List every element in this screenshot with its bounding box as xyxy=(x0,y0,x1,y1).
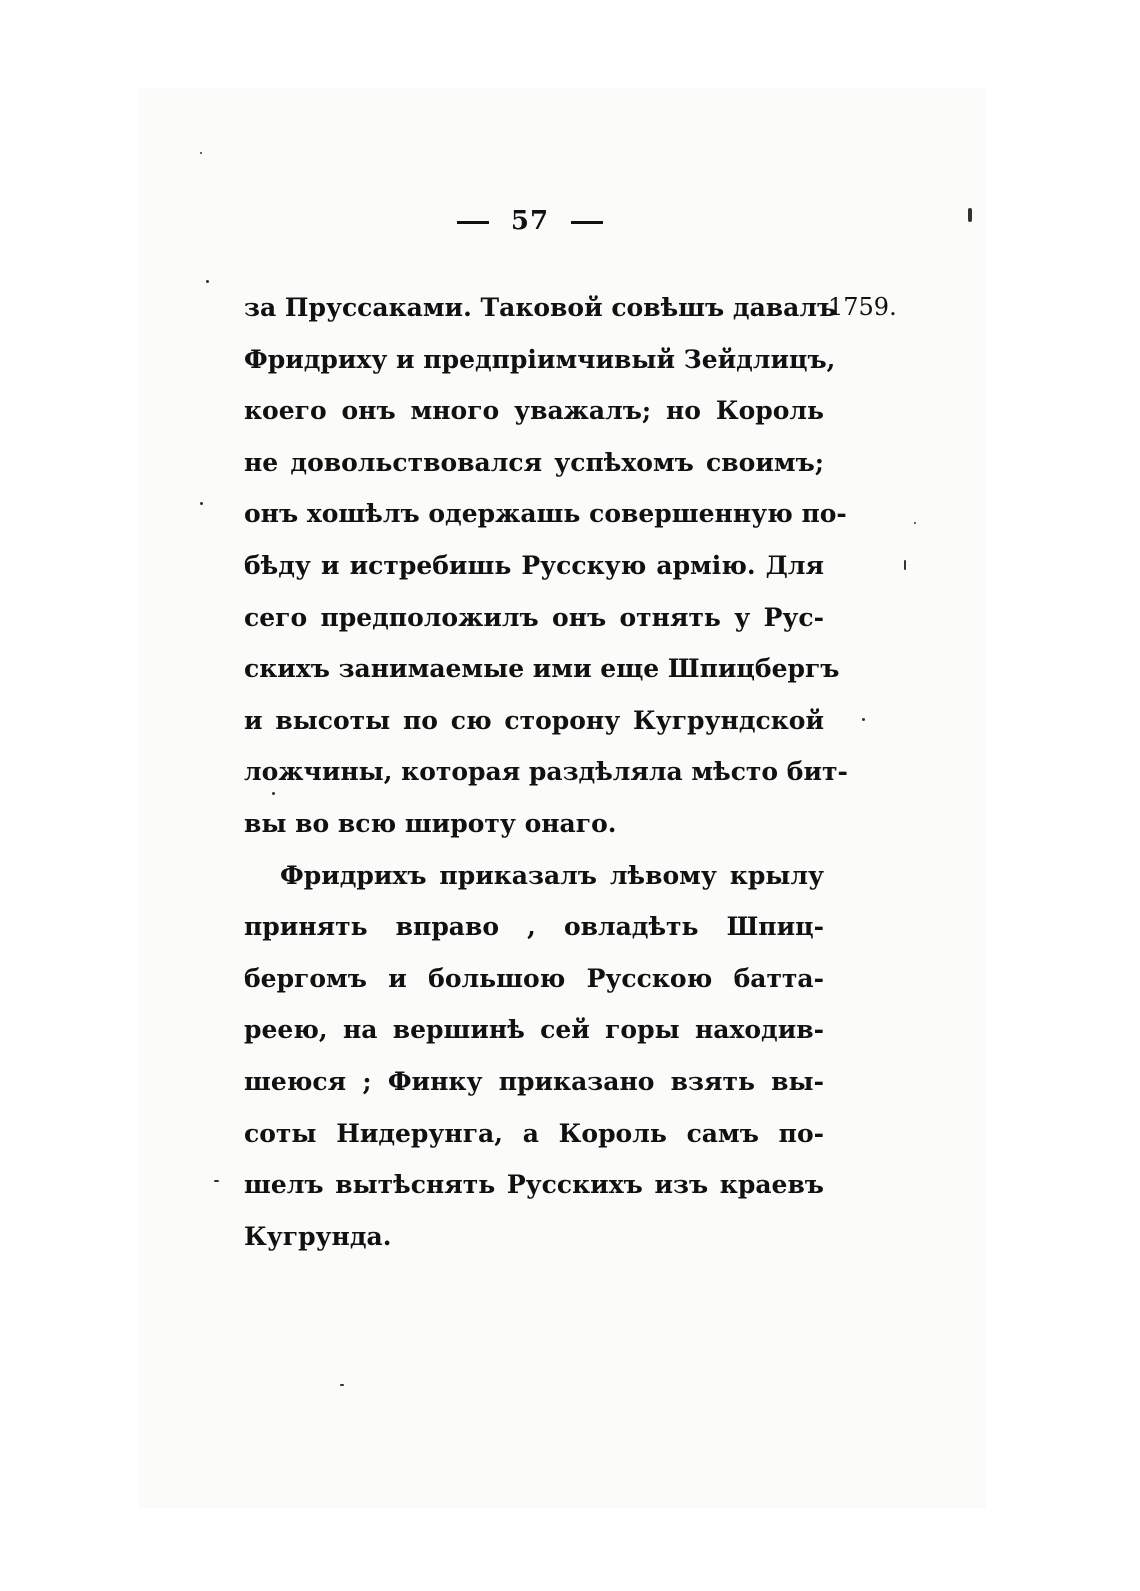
scan-speck xyxy=(862,718,865,721)
text-line: и высоты по сю сторону Кугрундской xyxy=(244,705,824,735)
scan-speck xyxy=(206,280,209,283)
text-line: реею, на вершинѣ сей горы находив- xyxy=(244,1015,824,1045)
scan-speck xyxy=(214,1180,219,1182)
scan-speck xyxy=(968,208,972,222)
text-line: вы во всю широту онаго. xyxy=(244,808,617,838)
header-dash-right xyxy=(571,221,603,224)
page-number: 57 xyxy=(510,206,550,236)
text-line: коего онъ много уважалъ; но Король xyxy=(244,396,824,426)
text-line: Фридриху и предпріимчивый Зейдлицъ, xyxy=(244,344,836,374)
text-line: принять вправо , овладѣть Шпиц- xyxy=(244,912,824,942)
scan-speck xyxy=(200,152,202,154)
scan-speck xyxy=(200,502,203,505)
text-line: шеюся ; Финку приказано взять вы- xyxy=(244,1066,824,1096)
margin-year-note: 1759. xyxy=(828,293,897,321)
text-line: шелъ вытѣснять Русскихъ изъ краевъ xyxy=(244,1170,824,1200)
paragraph-1 xyxy=(244,282,848,850)
text-line: бергомъ и большою Русскою батта- xyxy=(244,963,824,993)
scan-speck xyxy=(914,522,916,524)
page-header xyxy=(0,206,1060,236)
scan-speck xyxy=(340,1384,344,1386)
text-line: ложчины, которая раздѣляла мѣсто бит- xyxy=(244,757,848,787)
text-line: не довольствовался успѣхомъ своимъ; xyxy=(244,447,824,477)
text-line: онъ хошѣлъ одержашь совершенную по- xyxy=(244,499,847,529)
text-line: сего предположилъ онъ отнять у Рус- xyxy=(244,602,824,632)
body-text xyxy=(244,282,848,1262)
text-line: скихъ занимаемые ими еще Шпицбергъ xyxy=(244,654,840,684)
text-line: Кугрунда. xyxy=(244,1221,392,1251)
text-line: за Пруссаками. Таковой совѣшъ давалъ xyxy=(244,293,837,322)
text-line: соты Нидерунга, а Король самъ по- xyxy=(244,1118,824,1148)
header-dash-left xyxy=(457,221,489,224)
paragraph-2 xyxy=(244,850,824,1263)
scan-speck xyxy=(272,792,275,795)
text-line: бѣду и истребишь Русскую армію. Для xyxy=(244,550,824,580)
text-line: Фридрихъ приказалъ лѣвому крылу xyxy=(280,860,824,890)
scan-speck xyxy=(904,560,906,570)
